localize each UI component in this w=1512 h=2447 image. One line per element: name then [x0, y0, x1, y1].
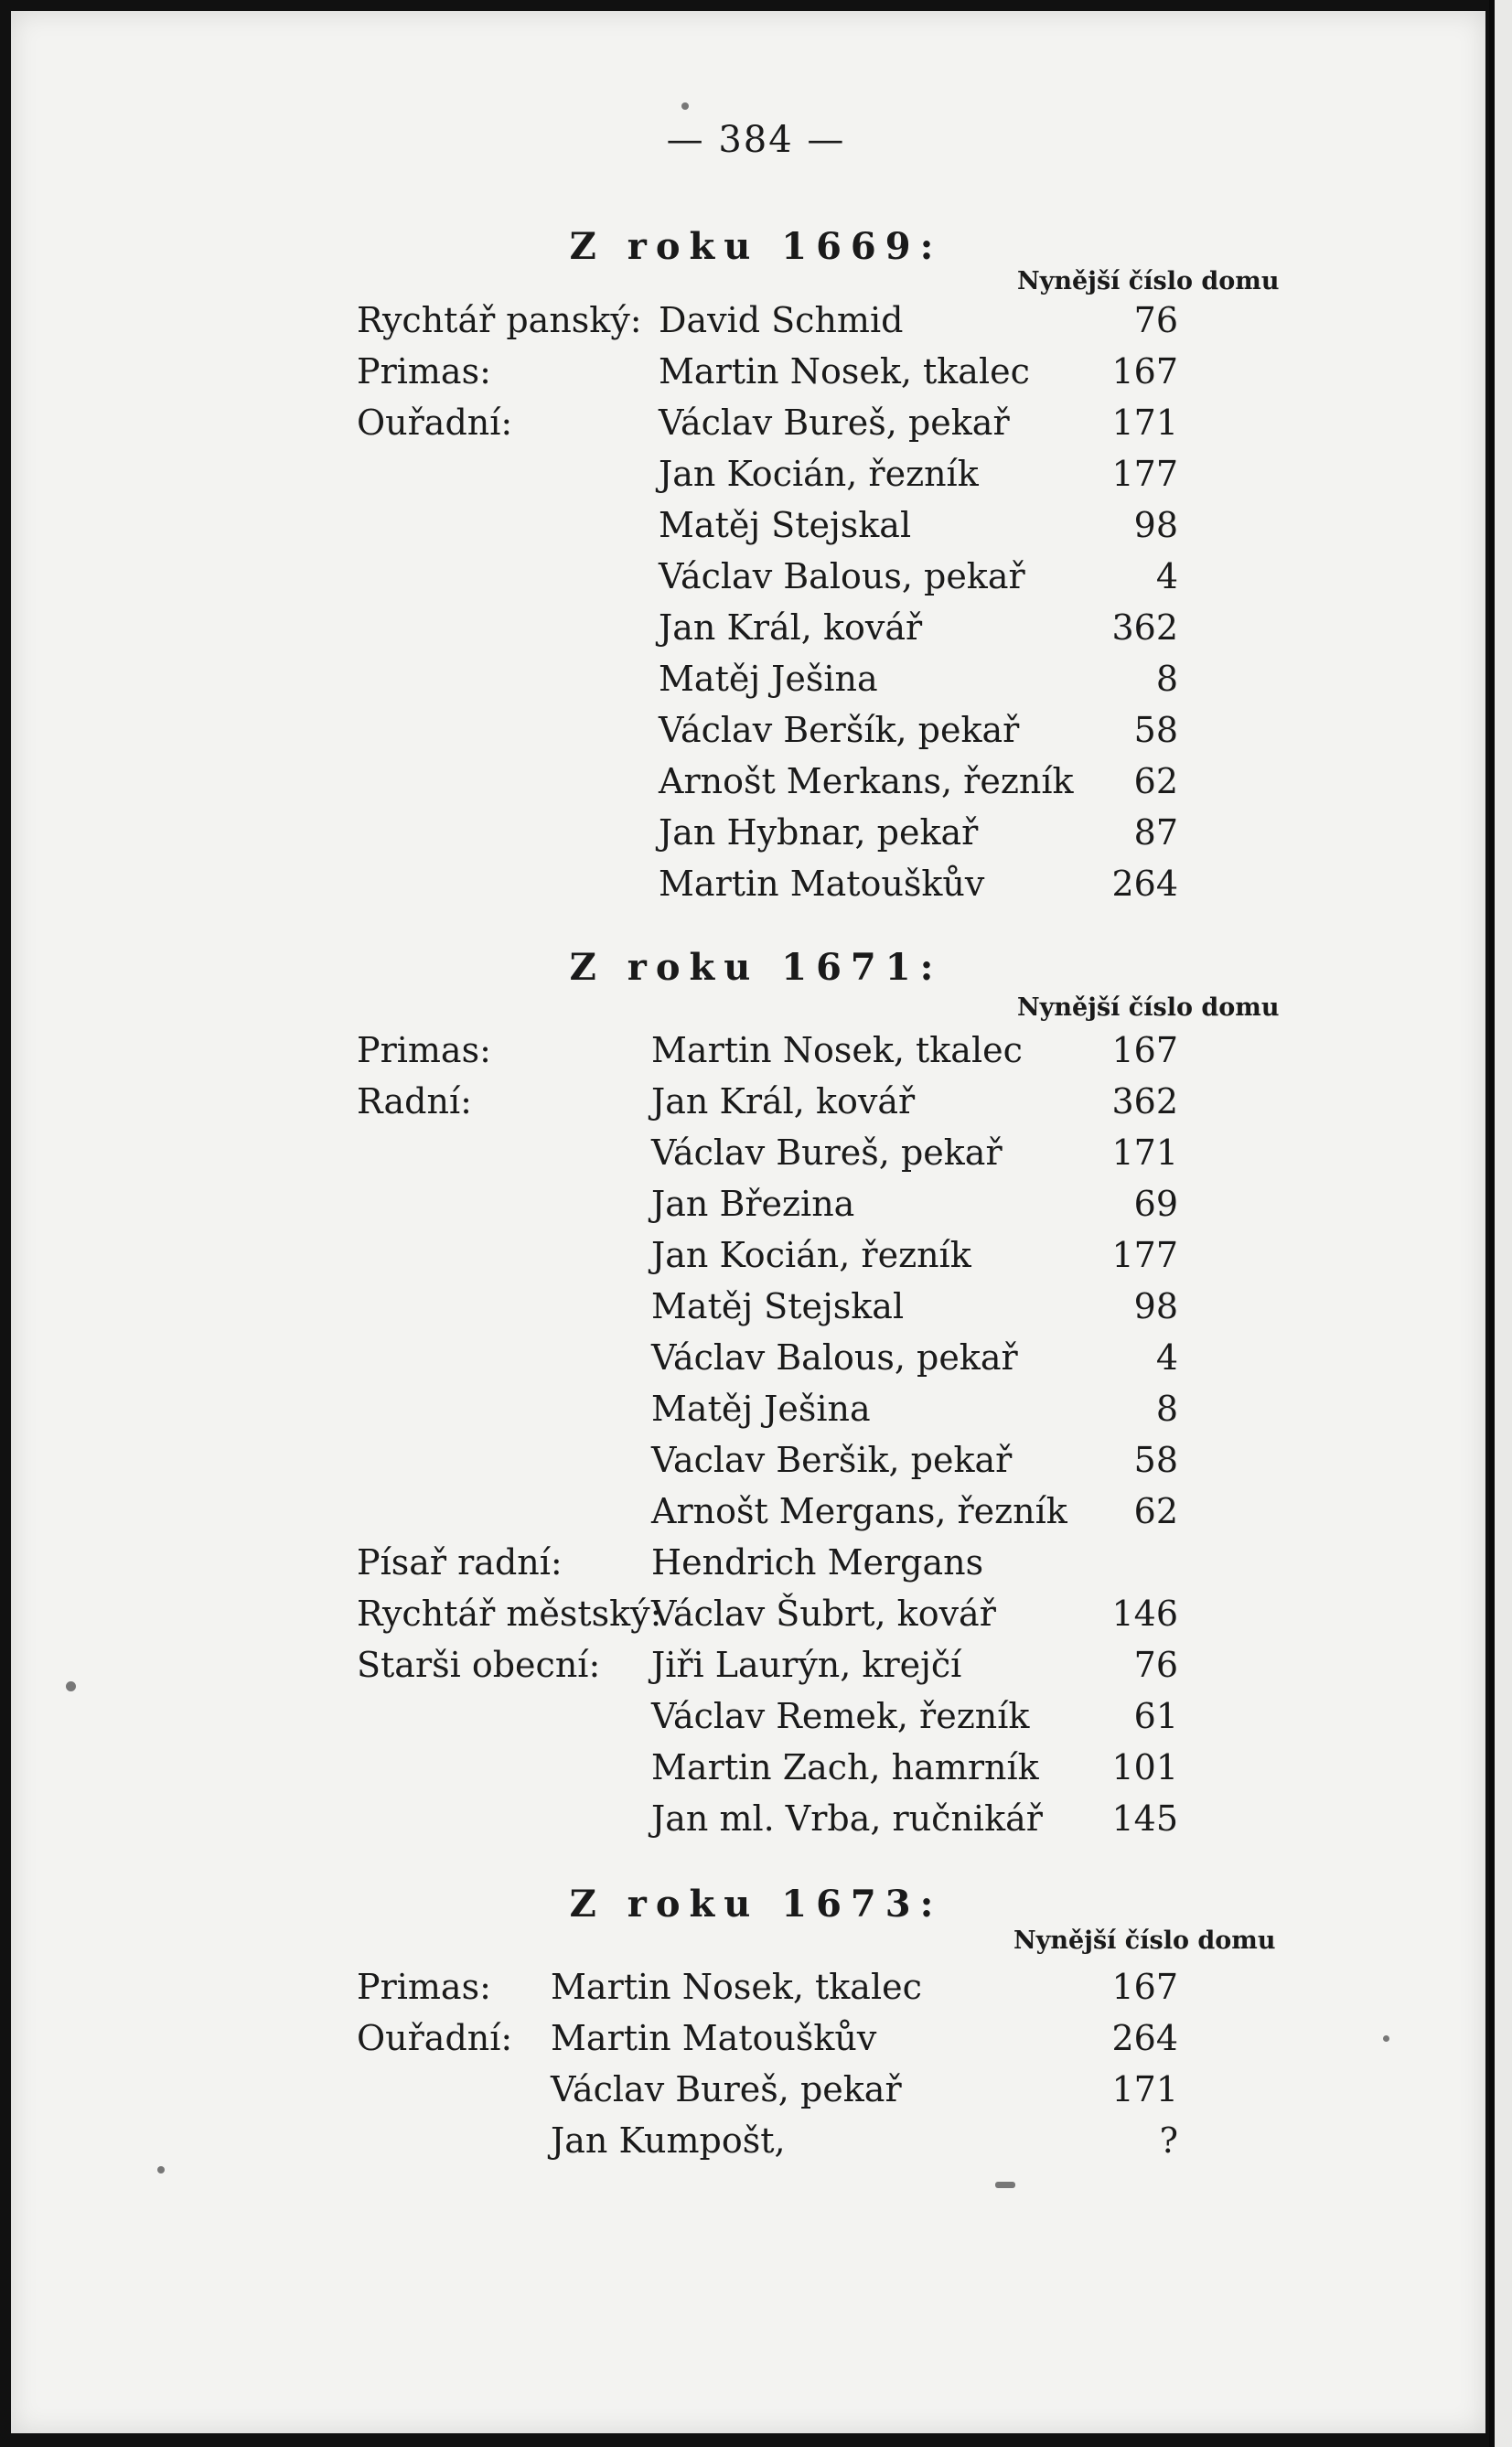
table-row — [0, 1747, 1512, 1798]
scan-speck — [66, 1681, 76, 1691]
table-row — [0, 1235, 1512, 1286]
row-house-number: 98 — [1133, 1286, 1178, 1326]
row-house-number: 171 — [1111, 2069, 1178, 2109]
row-house-number: 76 — [1133, 1645, 1178, 1685]
row-role: Ouřadní: — [357, 2018, 513, 2058]
table-row — [0, 1286, 1512, 1337]
row-name: Václav Balous, pekař — [659, 556, 1025, 596]
row-name: Martin Matouškův — [551, 2018, 877, 2058]
column-label: Nynější číslo domu — [1017, 267, 1280, 295]
row-house-number: 76 — [1133, 300, 1178, 340]
row-role: Rychtář panský: — [357, 300, 642, 340]
row-name: Matěj Ješina — [659, 659, 878, 699]
table-row — [0, 402, 1512, 454]
table-row — [0, 1645, 1512, 1696]
row-name: Václav Bureš, pekař — [659, 402, 1010, 443]
row-house-number: 145 — [1111, 1798, 1178, 1839]
table-row — [0, 1594, 1512, 1645]
row-name: Martin Nosek, tkalec — [659, 351, 1030, 392]
section-heading: Z roku 1669: — [569, 225, 943, 268]
row-name: Vaclav Beršik, pekař — [651, 1440, 1013, 1480]
row-house-number: 8 — [1155, 659, 1178, 699]
section-heading: Z roku 1673: — [569, 1883, 943, 1926]
section-heading: Z roku 1671: — [569, 946, 943, 989]
row-house-number: 177 — [1111, 454, 1178, 494]
row-house-number: 167 — [1111, 1030, 1178, 1070]
row-name: Arnošt Merkans, řezník — [659, 761, 1074, 801]
row-name: Jan ml. Vrba, ručnikář — [651, 1798, 1043, 1839]
row-name: Václav Bureš, pekař — [651, 1132, 1003, 1173]
row-name: Martin Zach, hamrník — [651, 1747, 1039, 1787]
table-row — [0, 607, 1512, 659]
table-row — [0, 710, 1512, 761]
row-role: Radní: — [357, 1081, 472, 1122]
table-row — [0, 1440, 1512, 1491]
row-house-number: 62 — [1133, 1491, 1178, 1531]
row-name: Václav Remek, řezník — [651, 1696, 1030, 1736]
row-name: Jan Kocián, řezník — [659, 454, 979, 494]
row-name: Matěj Stejskal — [651, 1286, 905, 1326]
row-house-number: ? — [1159, 2120, 1178, 2161]
row-name: Martin Nosek, tkalec — [651, 1030, 1023, 1070]
table-row — [0, 2069, 1512, 2120]
row-name: Jan Král, kovář — [659, 607, 923, 648]
scan-speck — [157, 2166, 165, 2173]
row-house-number: 167 — [1111, 1967, 1178, 2007]
row-name: Jan Kocián, řezník — [651, 1235, 971, 1275]
row-house-number: 8 — [1155, 1389, 1178, 1429]
table-row — [0, 351, 1512, 402]
row-role: Rychtář městský: — [357, 1594, 662, 1634]
table-row — [0, 1967, 1512, 2018]
scan-speck — [995, 2182, 1015, 2188]
row-house-number: 177 — [1111, 1235, 1178, 1275]
table-row — [0, 1337, 1512, 1389]
row-house-number: 171 — [1111, 1132, 1178, 1173]
row-house-number: 171 — [1111, 402, 1178, 443]
row-role: Primas: — [357, 351, 491, 392]
row-role: Primas: — [357, 1967, 491, 2007]
row-name: Jan Kumpošt, — [551, 2120, 786, 2161]
table-row — [0, 1184, 1512, 1235]
scan-speck — [681, 102, 689, 110]
row-house-number: 362 — [1111, 1081, 1178, 1122]
table-row — [0, 300, 1512, 351]
column-label: Nynější číslo domu — [1017, 993, 1280, 1022]
row-house-number: 146 — [1111, 1594, 1178, 1634]
row-name: Jan Březina — [651, 1184, 855, 1224]
table-row — [0, 761, 1512, 812]
row-house-number: 4 — [1155, 556, 1178, 596]
row-house-number: 264 — [1111, 2018, 1178, 2058]
row-house-number: 87 — [1133, 812, 1178, 853]
table-row — [0, 812, 1512, 864]
row-house-number: 58 — [1133, 710, 1178, 750]
table-row — [0, 1798, 1512, 1850]
table-row — [0, 505, 1512, 556]
table-row — [0, 556, 1512, 607]
row-house-number: 98 — [1133, 505, 1178, 545]
row-house-number: 4 — [1155, 1337, 1178, 1378]
row-house-number: 362 — [1111, 607, 1178, 648]
table-row — [0, 1696, 1512, 1747]
table-row — [0, 1132, 1512, 1184]
row-name: Martin Matouškův — [659, 864, 985, 904]
table-row — [0, 2018, 1512, 2069]
row-name: Václav Bureš, pekař — [551, 2069, 902, 2109]
row-role: Primas: — [357, 1030, 491, 1070]
row-name: Václav Beršík, pekař — [659, 710, 1020, 750]
page-number: — 384 — — [666, 119, 846, 161]
row-name: Jiři Laurýn, krejčí — [651, 1645, 962, 1685]
row-name: Matěj Ješina — [651, 1389, 871, 1429]
table-row — [0, 659, 1512, 710]
row-name: Hendrich Mergans — [651, 1542, 984, 1583]
row-role: Starši obecní: — [357, 1645, 601, 1685]
row-house-number: 61 — [1133, 1696, 1178, 1736]
table-row — [0, 1081, 1512, 1132]
row-house-number: 167 — [1111, 351, 1178, 392]
table-row — [0, 1491, 1512, 1542]
row-role: Písař radní: — [357, 1542, 563, 1583]
table-row — [0, 1030, 1512, 1081]
row-name: Jan Král, kovář — [651, 1081, 916, 1122]
row-house-number: 264 — [1111, 864, 1178, 904]
row-house-number: 58 — [1133, 1440, 1178, 1480]
row-role: Ouřadní: — [357, 402, 513, 443]
row-name: Martin Nosek, tkalec — [551, 1967, 922, 2007]
table-row — [0, 864, 1512, 915]
table-row — [0, 454, 1512, 505]
row-name: Matěj Stejskal — [659, 505, 912, 545]
table-row — [0, 2120, 1512, 2172]
row-house-number: 62 — [1133, 761, 1178, 801]
row-house-number: 101 — [1111, 1747, 1178, 1787]
table-row — [0, 1389, 1512, 1440]
column-label: Nynější číslo domu — [1013, 1926, 1276, 1955]
table-row — [0, 1542, 1512, 1594]
row-name: Václav Balous, pekař — [651, 1337, 1018, 1378]
row-name: Jan Hybnar, pekař — [659, 812, 979, 853]
row-house-number: 69 — [1133, 1184, 1178, 1224]
row-name: Václav Šubrt, kovář — [651, 1594, 996, 1634]
row-name: David Schmid — [659, 300, 904, 340]
scan-speck — [1383, 2035, 1389, 2042]
row-name: Arnošt Mergans, řezník — [651, 1491, 1067, 1531]
